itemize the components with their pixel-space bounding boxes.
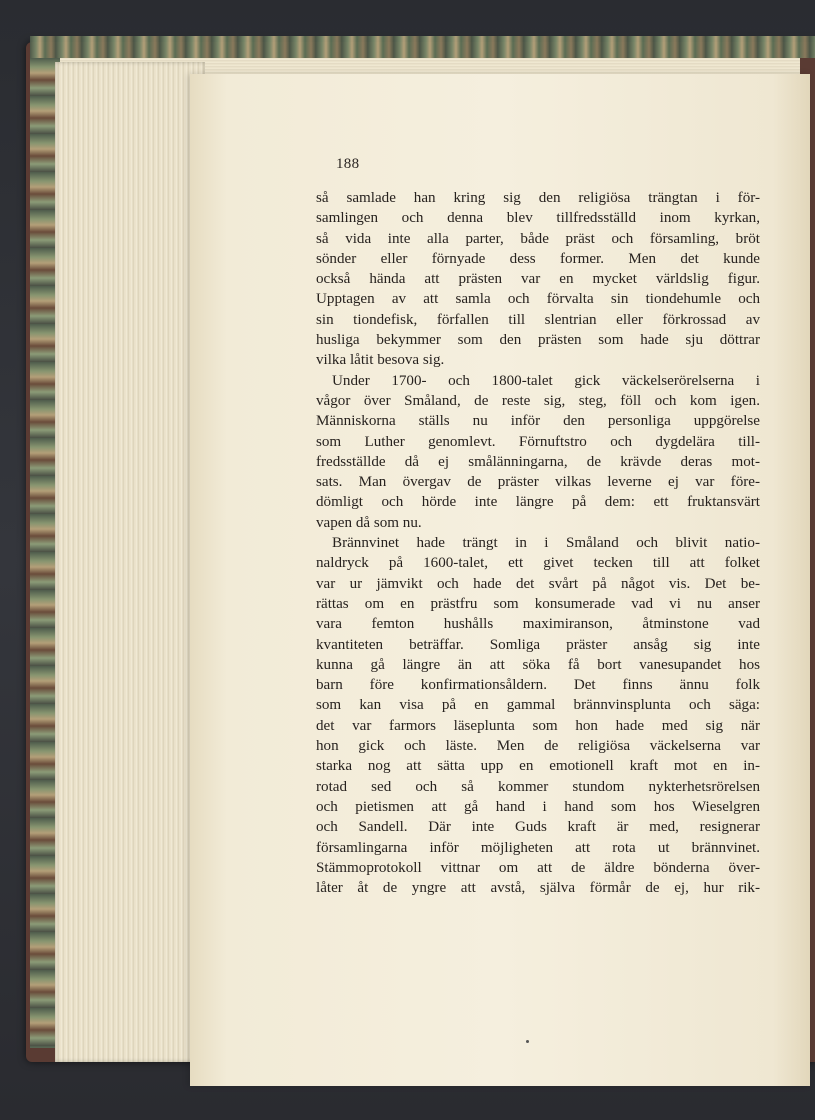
text-line: sats. Man övergav de präster vilkas leverne ej var före-	[316, 474, 760, 491]
page-edges-stack	[55, 62, 205, 1062]
text-line: samlingen och denna blev tillfredsställd inom kyrkan,	[316, 210, 760, 227]
text-line: naldryck på 1600-talet, ett givet tecken till att folket	[316, 555, 760, 572]
text-line: också hända att prästen var en mycket världslig figur.	[316, 271, 760, 288]
text-line: Upptagen av att samla och förvalta sin tiondehumle och	[316, 291, 760, 308]
text-line: Brännvinet hade trängt in i Småland och blivit natio-	[332, 535, 760, 552]
text-line: hon gick och läste. Men de religiösa väckelserna var	[316, 738, 760, 755]
text-line: husliga bekymmer som den prästen som hade sju döttrar	[316, 332, 760, 349]
text-line: vilka låtit besova sig.	[316, 352, 445, 369]
text-line: låter åt de yngre att avstå, själva förmår de ej, hur rik-	[316, 880, 760, 897]
body-text	[316, 188, 760, 898]
text-line: sin tiondefisk, förfallen till slentrian eller förkrossad av	[316, 311, 760, 328]
text-line: rättas om en prästfru som konsumerade vad vi nu anser	[316, 595, 760, 612]
text-line: det var farmors läseplunta som hon hade med sig när	[316, 717, 760, 734]
text-line: och pietismen att gå hand i hand som hos Wieselgren	[316, 798, 760, 815]
text-line: starka nog att sätta upp en emotionell kraft mot en in-	[316, 758, 760, 775]
text-line: kvantiteten beträffar. Somliga präster ansåg sig inte	[316, 636, 760, 653]
book-page	[190, 74, 810, 1086]
text-line: sönder eller förnyade dess former. Men det kunde	[316, 250, 760, 267]
text-line: kunna gå längre än att söka få bort vanesupandet hos	[316, 656, 760, 673]
text-line: var ur jämvikt och hade det svårt på något vis. Det be-	[316, 575, 760, 592]
text-line: som kan visa på en gammal brännvinsplunta och säga:	[316, 697, 760, 714]
text-line: Människorna ställs nu inför den personliga uppgörelse	[316, 413, 760, 430]
text-line: som Luther genomlevt. Förnuftstro och dygdelära till-	[316, 433, 760, 450]
text-line: vågor över Småland, de reste sig, steg, föll och kom igen.	[316, 392, 760, 409]
page-number: 188	[336, 156, 360, 172]
text-line: barn före konfirmationsåldern. Det finns ännu folk	[316, 677, 760, 694]
text-line: Under 1700- och 1800-talet gick väckelserörelserna i	[332, 372, 760, 389]
text-line: så samlade han kring sig den religiösa trängtan i för-	[316, 190, 760, 206]
text-line: Stämmoprotokoll vittnar om att de äldre bönderna över-	[316, 859, 760, 876]
text-line: fredsställde då ej smålänningarna, de krävde deras mot-	[316, 453, 760, 470]
cover-top-marbling	[30, 36, 815, 58]
text-line: församlingarna inför möjligheten att rota ut brännvinet.	[316, 839, 760, 856]
text-line: dömligt och hörde inte längre på dem: ett fruktansvärt	[316, 494, 760, 511]
text-line: och Sandell. Där inte Guds kraft är med, resignerar	[316, 819, 760, 836]
text-line: rotad sed och så kommer stundom nykterhetsrörelsen	[316, 778, 760, 795]
text-line: vapen då som nu.	[316, 514, 422, 531]
text-line: vara femton hushålls maximiranson, åtminstone vad	[316, 616, 760, 633]
ink-speck	[526, 1040, 529, 1043]
text-line: så vida inte alla parter, både präst och församling, bröt	[316, 230, 760, 247]
